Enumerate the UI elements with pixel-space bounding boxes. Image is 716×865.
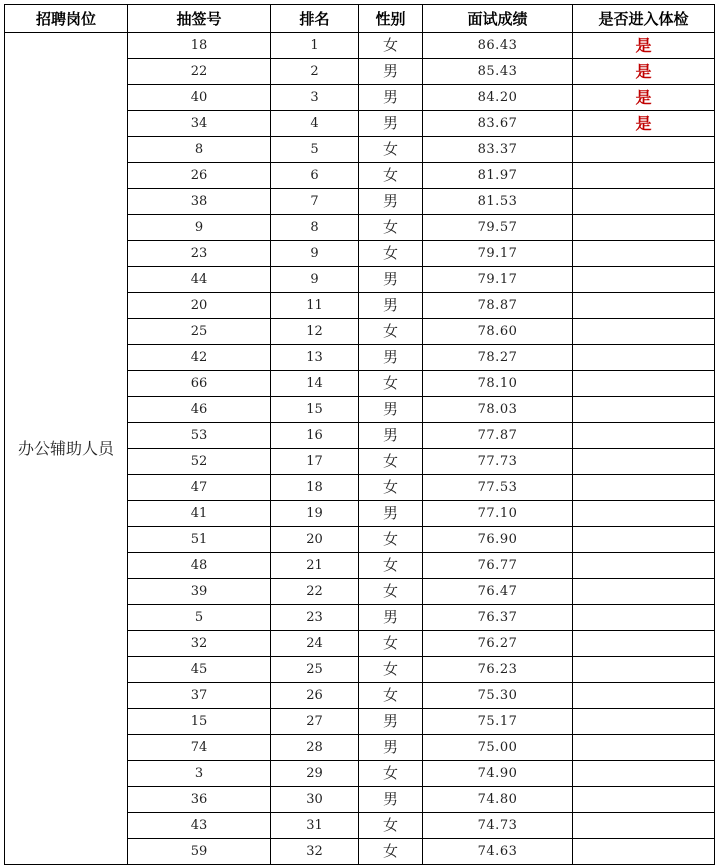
interview-score-cell: 79.17 [423, 241, 573, 267]
physical-exam-cell [573, 371, 715, 397]
interview-score-cell: 78.10 [423, 371, 573, 397]
table-body [5, 33, 715, 865]
interview-score-cell: 77.87 [423, 423, 573, 449]
interview-score-cell: 78.03 [423, 397, 573, 423]
lot-number-cell: 51 [128, 527, 271, 553]
interview-score-cell: 76.47 [423, 579, 573, 605]
physical-exam-cell [573, 293, 715, 319]
sex-cell: 女 [359, 527, 423, 553]
rank-cell: 21 [271, 553, 359, 579]
physical-exam-cell [573, 735, 715, 761]
lot-number-cell: 44 [128, 267, 271, 293]
rank-cell: 13 [271, 345, 359, 371]
header-position: 招聘岗位 [5, 5, 128, 33]
interview-score-cell: 74.80 [423, 787, 573, 813]
lot-number-cell: 46 [128, 397, 271, 423]
lot-number-cell: 9 [128, 215, 271, 241]
header-sex: 性别 [359, 5, 423, 33]
lot-number-cell: 59 [128, 839, 271, 865]
lot-number-cell: 40 [128, 85, 271, 111]
interview-score-cell: 76.27 [423, 631, 573, 657]
physical-exam-cell [573, 709, 715, 735]
rank-cell: 19 [271, 501, 359, 527]
physical-exam-cell: 是 [573, 85, 715, 111]
rank-cell: 27 [271, 709, 359, 735]
sex-cell: 男 [359, 787, 423, 813]
lot-number-cell: 5 [128, 605, 271, 631]
lot-number-cell: 74 [128, 735, 271, 761]
sex-cell: 女 [359, 683, 423, 709]
physical-exam-cell [573, 241, 715, 267]
sex-cell: 女 [359, 657, 423, 683]
lot-number-cell: 32 [128, 631, 271, 657]
sex-cell: 女 [359, 475, 423, 501]
rank-cell: 11 [271, 293, 359, 319]
interview-score-cell: 83.67 [423, 111, 573, 137]
interview-score-cell: 79.17 [423, 267, 573, 293]
interview-score-cell: 78.27 [423, 345, 573, 371]
physical-exam-cell [573, 683, 715, 709]
physical-exam-cell [573, 605, 715, 631]
lot-number-cell: 39 [128, 579, 271, 605]
sex-cell: 男 [359, 605, 423, 631]
interview-score-cell: 78.87 [423, 293, 573, 319]
sex-cell: 男 [359, 189, 423, 215]
lot-number-cell: 47 [128, 475, 271, 501]
sex-cell: 男 [359, 423, 423, 449]
rank-cell: 15 [271, 397, 359, 423]
lot-number-cell: 22 [128, 59, 271, 85]
interview-score-cell: 79.57 [423, 215, 573, 241]
physical-exam-cell [573, 631, 715, 657]
interview-score-cell: 76.23 [423, 657, 573, 683]
sex-cell: 男 [359, 111, 423, 137]
rank-cell: 20 [271, 527, 359, 553]
interview-score-cell: 74.90 [423, 761, 573, 787]
lot-number-cell: 15 [128, 709, 271, 735]
sex-cell: 女 [359, 553, 423, 579]
lot-number-cell: 48 [128, 553, 271, 579]
lot-number-cell: 34 [128, 111, 271, 137]
sex-cell: 男 [359, 59, 423, 85]
lot-number-cell: 43 [128, 813, 271, 839]
physical-exam-cell [573, 215, 715, 241]
physical-exam-cell [573, 163, 715, 189]
lot-number-cell: 3 [128, 761, 271, 787]
rank-cell: 30 [271, 787, 359, 813]
rank-cell: 24 [271, 631, 359, 657]
physical-exam-cell: 是 [573, 33, 715, 59]
interview-score-cell: 74.63 [423, 839, 573, 865]
interview-score-cell: 75.30 [423, 683, 573, 709]
physical-exam-cell [573, 579, 715, 605]
lot-number-cell: 41 [128, 501, 271, 527]
rank-cell: 4 [271, 111, 359, 137]
rank-cell: 22 [271, 579, 359, 605]
interview-score-cell: 76.77 [423, 553, 573, 579]
rank-cell: 18 [271, 475, 359, 501]
rank-cell: 1 [271, 33, 359, 59]
interview-score-cell: 78.60 [423, 319, 573, 345]
rank-cell: 9 [271, 241, 359, 267]
sex-cell: 女 [359, 839, 423, 865]
rank-cell: 9 [271, 267, 359, 293]
lot-number-cell: 26 [128, 163, 271, 189]
interview-score-cell: 75.00 [423, 735, 573, 761]
interview-score-cell: 77.10 [423, 501, 573, 527]
sex-cell: 女 [359, 33, 423, 59]
header-lot-number: 抽签号 [128, 5, 271, 33]
sex-cell: 女 [359, 163, 423, 189]
sex-cell: 男 [359, 85, 423, 111]
rank-cell: 25 [271, 657, 359, 683]
lot-number-cell: 8 [128, 137, 271, 163]
rank-cell: 8 [271, 215, 359, 241]
sex-cell: 女 [359, 761, 423, 787]
lot-number-cell: 36 [128, 787, 271, 813]
physical-exam-cell [573, 787, 715, 813]
physical-exam-cell [573, 501, 715, 527]
sex-cell: 女 [359, 319, 423, 345]
rank-cell: 14 [271, 371, 359, 397]
lot-number-cell: 42 [128, 345, 271, 371]
physical-exam-cell [573, 657, 715, 683]
interview-score-cell: 77.53 [423, 475, 573, 501]
sex-cell: 女 [359, 371, 423, 397]
sex-cell: 男 [359, 345, 423, 371]
header-row [5, 5, 715, 33]
sex-cell: 女 [359, 137, 423, 163]
position-cell: 办公辅助人员 [5, 33, 128, 865]
sex-cell: 女 [359, 449, 423, 475]
rank-cell: 3 [271, 85, 359, 111]
sex-cell: 女 [359, 631, 423, 657]
physical-exam-cell [573, 813, 715, 839]
rank-cell: 32 [271, 839, 359, 865]
lot-number-cell: 20 [128, 293, 271, 319]
interview-score-cell: 76.90 [423, 527, 573, 553]
rank-cell: 31 [271, 813, 359, 839]
physical-exam-cell [573, 527, 715, 553]
rank-cell: 5 [271, 137, 359, 163]
lot-number-cell: 45 [128, 657, 271, 683]
rank-cell: 26 [271, 683, 359, 709]
lot-number-cell: 18 [128, 33, 271, 59]
physical-exam-cell: 是 [573, 59, 715, 85]
physical-exam-cell [573, 345, 715, 371]
lot-number-cell: 66 [128, 371, 271, 397]
physical-exam-cell [573, 475, 715, 501]
interview-score-cell: 81.97 [423, 163, 573, 189]
rank-cell: 12 [271, 319, 359, 345]
physical-exam-cell [573, 423, 715, 449]
interview-score-cell: 74.73 [423, 813, 573, 839]
lot-number-cell: 53 [128, 423, 271, 449]
lot-number-cell: 23 [128, 241, 271, 267]
rank-cell: 28 [271, 735, 359, 761]
physical-exam-cell [573, 267, 715, 293]
interview-score-cell: 83.37 [423, 137, 573, 163]
lot-number-cell: 37 [128, 683, 271, 709]
rank-cell: 16 [271, 423, 359, 449]
physical-exam-cell [573, 319, 715, 345]
sex-cell: 男 [359, 267, 423, 293]
interview-score-cell: 81.53 [423, 189, 573, 215]
interview-score-cell: 76.37 [423, 605, 573, 631]
interview-score-cell: 77.73 [423, 449, 573, 475]
rank-cell: 23 [271, 605, 359, 631]
sex-cell: 女 [359, 215, 423, 241]
physical-exam-cell [573, 397, 715, 423]
physical-exam-cell [573, 189, 715, 215]
rank-cell: 7 [271, 189, 359, 215]
header-interview-score: 面试成绩 [423, 5, 573, 33]
sex-cell: 男 [359, 735, 423, 761]
interview-score-cell: 85.43 [423, 59, 573, 85]
interview-score-cell: 75.17 [423, 709, 573, 735]
sex-cell: 女 [359, 813, 423, 839]
rank-cell: 29 [271, 761, 359, 787]
table-row [5, 33, 715, 59]
physical-exam-cell [573, 761, 715, 787]
sex-cell: 女 [359, 579, 423, 605]
physical-exam-cell [573, 449, 715, 475]
physical-exam-cell: 是 [573, 111, 715, 137]
header-physical-exam: 是否进入体检 [573, 5, 715, 33]
lot-number-cell: 38 [128, 189, 271, 215]
sex-cell: 男 [359, 709, 423, 735]
rank-cell: 2 [271, 59, 359, 85]
rank-cell: 17 [271, 449, 359, 475]
sex-cell: 女 [359, 241, 423, 267]
sex-cell: 男 [359, 501, 423, 527]
rank-cell: 6 [271, 163, 359, 189]
physical-exam-cell [573, 553, 715, 579]
sex-cell: 男 [359, 293, 423, 319]
lot-number-cell: 25 [128, 319, 271, 345]
sex-cell: 男 [359, 397, 423, 423]
physical-exam-cell [573, 137, 715, 163]
lot-number-cell: 52 [128, 449, 271, 475]
interview-score-cell: 84.20 [423, 85, 573, 111]
interview-score-cell: 86.43 [423, 33, 573, 59]
results-table [4, 4, 715, 865]
header-rank: 排名 [271, 5, 359, 33]
